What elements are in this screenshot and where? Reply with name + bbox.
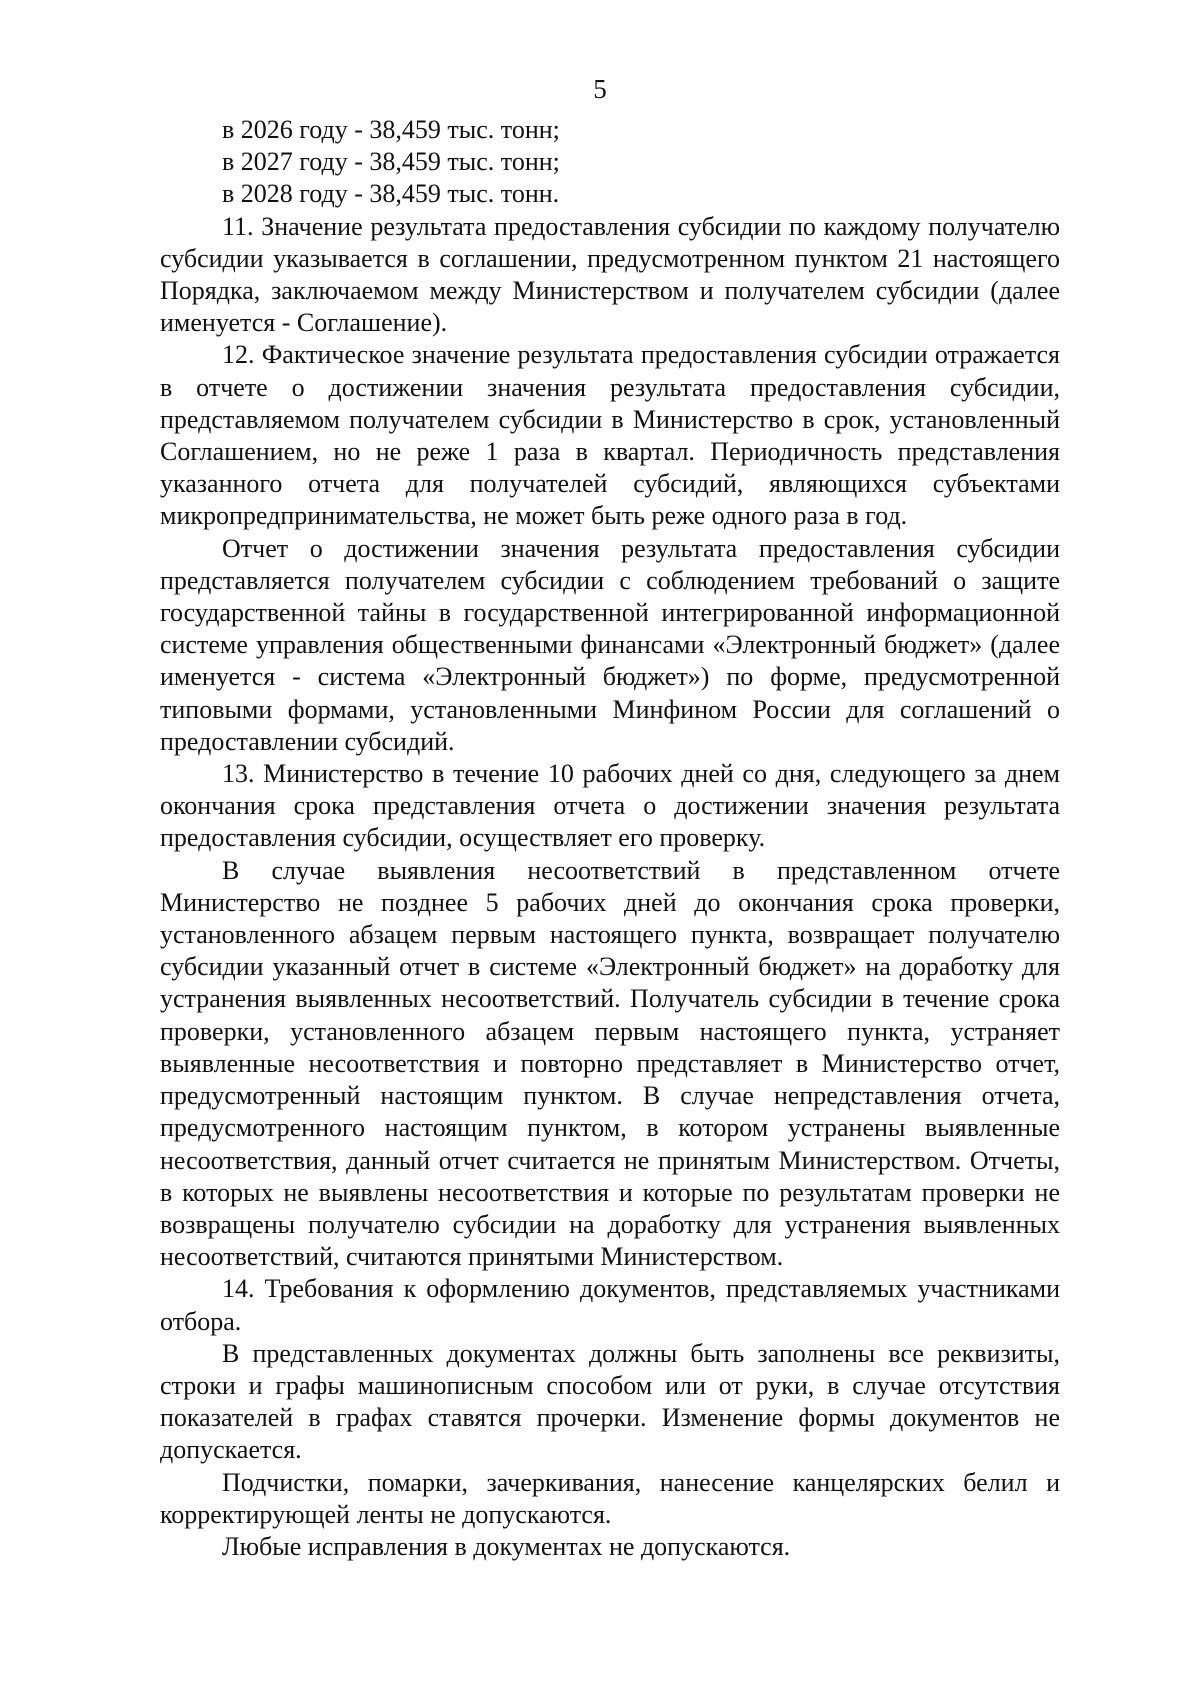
document-body xyxy=(160,114,1060,1563)
paragraph-requisites: В представленных документах должны быть заполнены все реквизиты, строки и графы машинописным способом или от руки, в случае отсутствия показателей в графах ставятся прочерки. Изменение формы документов не допускается. xyxy=(160,1338,1060,1465)
paragraph-12: 12. Фактическое значение результата предоставления субсидии отражается в отчете о достижении значения результата предоставления субсидии, представляемом получателем субсидии в Министерство в срок, установленный Соглашением, но не реже 1 раза в квартал. Периодичность представления указанного отчета для получателей субсидий, являющихся субъектами микропредпринимательства, не может быть реже одного раза в год. xyxy=(160,340,1060,531)
page-number: 5 xyxy=(593,74,607,104)
year-line-2028: в 2028 году - 38,459 тыс. тонн. xyxy=(222,179,560,209)
paragraph-discrepancies: В случае выявления несоответствий в представленном отчете Министерство не позднее 5 рабочих дней до окончания срока проверки, установленного абзацем первым настоящего пункта, возвращает получателю субсидии указанный отчет в системе «Электронный бюджет» на доработку для устранения выявленных несоответствий. Получатель субсидии в течение срока проверки, установленного абзацем первым настоящего пункта, устраняет выявленные несоответствия и повторно представляет в Министерство отчет, предусмотренный настоящим пунктом. В случае непредставления отчета, предусмотренного настоящим пунктом, в котором устранены выявленные несоответствия, данный отчет считается не принятым Министерством. Отчеты, в которых не выявлены несоответствия и которые по результатам проверки не возвращены получателю субсидии на доработку для устранения выявленных несоответствий, считаются принятыми Министерством. xyxy=(160,855,1060,1272)
paragraph-14: 14. Требования к оформлению документов, представляемых участниками отбора. xyxy=(160,1274,1060,1336)
paragraph-13: 13. Министерство в течение 10 рабочих дней со дня, следующего за днем окончания срока представления отчета о достижении значения результата предоставления субсидии, осуществляет его проверку. xyxy=(160,759,1060,853)
paragraph-11: 11. Значение результата предоставления субсидии по каждому получателю субсидии указывается в соглашении, предусмотренном пунктом 21 настоящего Порядка, заключаемом между Министерством и получателем субсидии (далее именуется - Соглашение). xyxy=(160,211,1060,338)
paragraph-no-erasures: Подчистки, помарки, зачеркивания, нанесение канцелярских белил и корректирующей ленты не допускаются. xyxy=(160,1467,1060,1529)
year-line-2026: в 2026 году - 38,459 тыс. тонн; xyxy=(222,115,560,144)
paragraph-no-corrections: Любые исправления в документах не допускаются. xyxy=(222,1531,791,1561)
year-line-2027: в 2027 году - 38,459 тыс. тонн; xyxy=(222,147,560,177)
paragraph-report-submission: Отчет о достижении значения результата предоставления субсидии представляется получателем субсидии с соблюдением требований о защите государственной тайны в государственной интегрированной информационной системе управления общественными финансами «Электронный бюджет» (далее именуется - система «Электронный бюджет») по форме, предусмотренной типовыми формами, установленными Минфином России для соглашений о предоставлении субсидий. xyxy=(160,533,1060,756)
